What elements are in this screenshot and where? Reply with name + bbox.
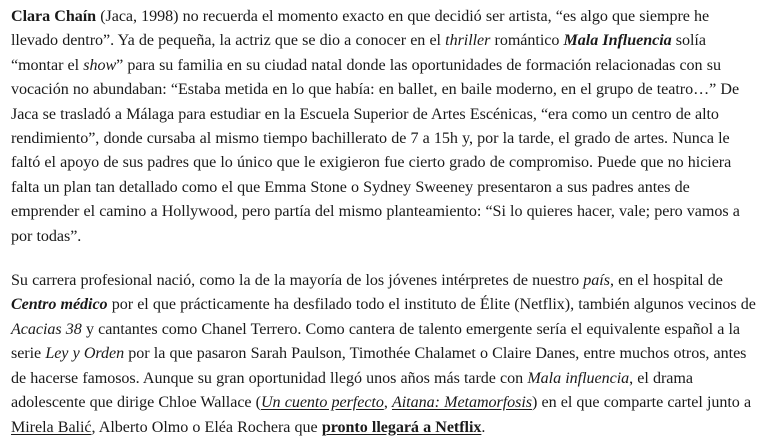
text-run: , en el hospital de: [609, 272, 723, 290]
series-title: Centro médico: [11, 296, 108, 314]
italic-term: show: [83, 56, 117, 74]
text-run: romántico: [490, 32, 564, 50]
series-title: Acacias 38: [11, 320, 82, 338]
italic-term: thriller: [445, 32, 491, 50]
series-title: Ley y Orden: [45, 345, 125, 363]
link-mirela-balic[interactable]: Mirela Balić: [11, 418, 92, 436]
text-run: ,: [383, 394, 392, 412]
text-run: solía “montar el: [11, 32, 706, 74]
text-run: ) en el que comparte cartel junto a: [532, 394, 752, 412]
text-run: por la que pasaron Sarah Paulson, Timothée Chalamet o Claire Danes, entre muchos otros, antes de hacerse famosos. Aunque su gran oportunidad llegó unos años más tarde con: [11, 345, 747, 387]
italic-term: país: [583, 272, 610, 290]
series-title: Mala influencia: [527, 369, 630, 387]
link-pronto-netflix[interactable]: pronto llegará a Netflix: [321, 418, 482, 436]
paragraph-intro: [11, 5, 757, 249]
text-run: , Alberto Olmo o Eléa Rochera que: [91, 418, 322, 436]
text-run: , el drama adolescente que dirige Chloe Wallace (: [11, 369, 693, 412]
paragraph-career: [11, 269, 757, 440]
text-run: ” para su familia en su ciudad natal donde las oportunidades de formación relacionadas con su vocación no abundaban: “Estaba metida en lo que había: en ballet, en baile moderno, en el grupo de teatro…” De Jaca se trasladó a Málaga para estudiar en la Escuela Superior de Artes Escénicas, “era como un centro de alto rendimiento”, donde cursaba al mismo tiempo bachillerato de 7 a 15h y, por la tarde, el grado de artes. Nunca le faltó el apoyo de sus padres que lo único que le exigieron fue cierto grado de compromiso. Puede que no hiciera falta un plan tan detallado como el que Emma Stone o Sydney Sweeney presentaron a sus padres antes de emprender el camino a Hollywood, pero partía del mismo planteamiento: “Si lo quieres hacer, vale; pero vamos a por todas”.: [11, 56, 740, 245]
film-title: Mala Influencia: [563, 32, 672, 50]
link-aitana-metamorfosis[interactable]: Aitana: Metamorfosis: [391, 394, 532, 412]
text-run: y cantantes como Chanel Terrero. Como cantera de talento emergente sería el equivalente español a la serie: [11, 320, 740, 363]
text-run: (Jaca, 1998) no recuerda el momento exacto en que decidió ser artista, “es algo que siempre he llevado dentro”. Ya de pequeña, la actriz que se dio a conocer en el: [11, 8, 710, 50]
text-run: .: [481, 418, 486, 436]
link-un-cuento-perfecto[interactable]: Un cuento perfecto: [260, 394, 384, 412]
text-run: por el que prácticamente ha desfilado todo el instituto de Élite (Netflix), también algunos vecinos de: [107, 296, 756, 314]
text-run: Su carrera profesional nació, como la de la mayoría de los jóvenes intérpretes de nuestro: [11, 272, 584, 290]
person-name: Clara Chaín: [11, 8, 97, 25]
article-body: [0, 5, 768, 440]
